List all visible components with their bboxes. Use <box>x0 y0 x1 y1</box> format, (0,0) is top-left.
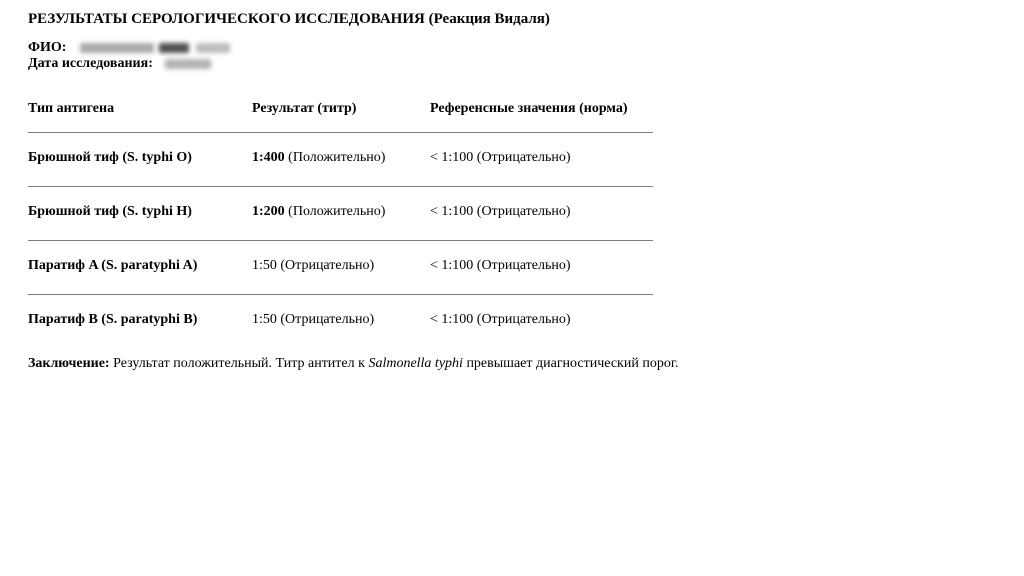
reference-cell: < 1:100 (Отрицательно) <box>430 312 571 327</box>
species-name-italic: Salmonella typhi <box>368 356 463 371</box>
conclusion-text-before: Результат положительный. Титр антител к <box>109 356 369 371</box>
serology-report <box>28 10 679 372</box>
reference-cell: < 1:100 (Отрицательно) <box>430 150 571 165</box>
header-reference-values: Референсные значения (норма) <box>430 101 628 116</box>
study-date-redacted <box>165 59 211 69</box>
conclusion-line <box>28 355 679 372</box>
antigen-cell: Брюшной тиф (S. typhi H) <box>28 204 192 219</box>
titer-cell <box>252 204 430 220</box>
titer-result: (Положительно) <box>284 204 386 219</box>
table-row <box>28 186 653 240</box>
conclusion-label: Заключение: <box>28 356 110 371</box>
titer-value: 1:200 <box>252 204 285 219</box>
patient-meta <box>28 40 653 72</box>
titer-value: 1:50 <box>252 258 277 273</box>
fio-label: ФИО: <box>28 40 67 55</box>
report-title: РЕЗУЛЬТАТЫ СЕРОЛОГИЧЕСКОГО ИССЛЕДОВАНИЯ (Реакция Видаля) <box>28 11 550 27</box>
conclusion-text-after: превышает диагностический порог. <box>462 356 679 371</box>
antigen-cell: Брюшной тиф (S. typhi O) <box>28 150 192 165</box>
reference-cell: < 1:100 (Отрицательно) <box>430 204 571 219</box>
table-row <box>28 240 653 294</box>
study-date-line <box>28 56 653 72</box>
antigen-cell: Паратиф A (S. paratyphi A) <box>28 258 198 273</box>
titer-value: 1:50 <box>252 312 277 327</box>
table-header-row <box>28 101 653 132</box>
titer-result: (Отрицательно) <box>276 258 375 273</box>
header-result-titer: Результат (титр) <box>252 101 357 116</box>
patient-name-line <box>28 40 653 56</box>
date-label: Дата исследования: <box>28 56 153 71</box>
antigen-cell: Паратиф B (S. paratyphi B) <box>28 312 198 327</box>
table-row <box>28 132 653 186</box>
titer-cell <box>252 312 430 328</box>
patient-name-redacted <box>196 43 230 53</box>
patient-name-redacted <box>80 43 154 53</box>
titer-value: 1:400 <box>252 150 285 165</box>
titer-cell <box>252 150 430 166</box>
reference-cell: < 1:100 (Отрицательно) <box>430 258 571 273</box>
patient-name-redacted <box>159 43 189 53</box>
titer-result: (Отрицательно) <box>276 312 375 327</box>
titer-result: (Положительно) <box>284 150 386 165</box>
table-row <box>28 294 653 328</box>
titer-cell <box>252 258 430 274</box>
header-antigen-type: Тип антигена <box>28 101 115 116</box>
results-table <box>28 101 653 328</box>
